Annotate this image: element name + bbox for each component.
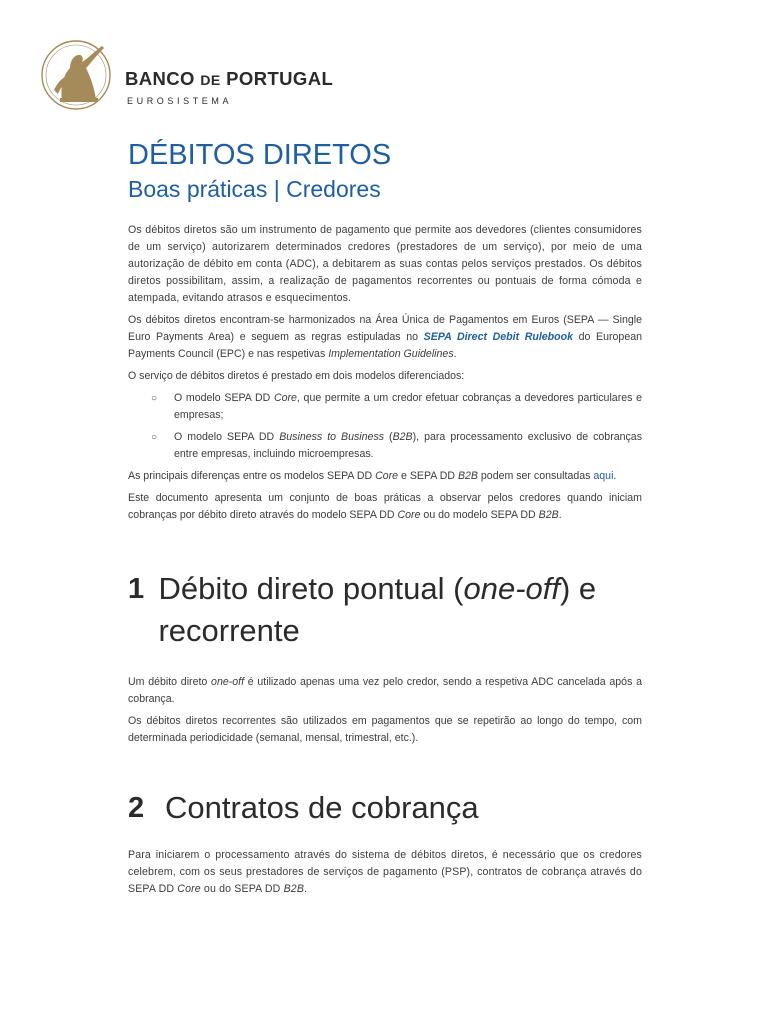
bank-subtitle: EUROSISTEMA: [127, 96, 233, 106]
list-item: ○ O modelo SEPA DD Business to Business (B2B), para processamento exclusivo de cobranças entre empresas, incluindo microempresas.: [151, 431, 642, 460]
one-off-paragraph: Um débito direto one-off é utilizado apenas uma vez pelo credor, sendo a respetiva ADC cancelada após a cobrança.: [128, 676, 642, 705]
section-1-heading: [128, 568, 642, 652]
bank-logo: [40, 38, 340, 112]
section-2-heading: [128, 787, 642, 829]
rulebook-link[interactable]: SEPA Direct Debit Rulebook: [423, 331, 573, 343]
document-title: DÉBITOS DIRETOS: [128, 139, 392, 171]
section-title: Débito direto pontual (one-off) e recorrente: [158, 571, 597, 648]
models-intro: O serviço de débitos diretos é prestado em dois modelos diferenciados:: [128, 370, 465, 382]
bank-name: BANCO DE PORTUGAL: [125, 68, 334, 89]
bullet-icon: ○: [151, 432, 158, 443]
list-item: ○ O modelo SEPA DD Core, que permite a um credor efetuar cobranças a devedores particulares e empresas;: [151, 392, 642, 421]
section-title: Contratos de cobrança: [165, 790, 479, 825]
differences-paragraph: As principais diferenças entre os modelos SEPA DD Core e SEPA DD B2B podem ser consultadas aqui.: [128, 470, 617, 482]
document-body: [128, 136, 642, 903]
contracts-paragraph: Para iniciarem o processamento através do sistema de débitos diretos, é necessário que os credores celebrem, com os seus prestadores de serviços de pagamento (PSP), contratos de cobrança através do SEPA DD Core ou do SEPA DD B2B.: [128, 849, 642, 895]
intro-paragraph: Os débitos diretos são um instrumento de pagamento que permite aos devedores (clientes consumidores de um serviço) autorizarem determinados credores (prestadores de um serviço), por meio de uma autorização de débito em conta (ADC), a debitarem as suas contas pelos serviços prestados. Os débitos diretos possibilitam, assim, a realização de pagamentos recorrentes ou pontuais de forma cómoda e atempada, evitando atrasos e esquecimentos.: [128, 224, 642, 304]
bullet-icon: ○: [151, 393, 158, 404]
sepa-paragraph: Os débitos diretos encontram-se harmonizados na Área Única de Pagamentos em Euros (SEPA — Single Euro Payments Area) e seguem as regras estipuladas no SEPA Direct Debit Rulebook do European Payments Council (EPC) e nas respetivas Implementation Guidelines.: [128, 314, 642, 360]
section-number: 2: [128, 792, 145, 824]
recurring-paragraph: Os débitos diretos recorrentes são utilizados em pagamentos que se repetirão ao longo do tempo, com determinada periodicidade (semanal, mensal, trimestral, etc.).: [128, 715, 642, 744]
aqui-link[interactable]: aqui: [593, 470, 614, 482]
document-subtitle: Boas práticas | Credores: [128, 176, 381, 202]
models-list: [128, 390, 642, 463]
section-number: 1: [128, 573, 145, 605]
bank-emblem-icon: [40, 38, 118, 112]
document-purpose-paragraph: Este documento apresenta um conjunto de boas práticas a observar pelos credores quando iniciam cobranças por débito direto através do modelo SEPA DD Core ou do modelo SEPA DD B2B.: [128, 492, 642, 521]
